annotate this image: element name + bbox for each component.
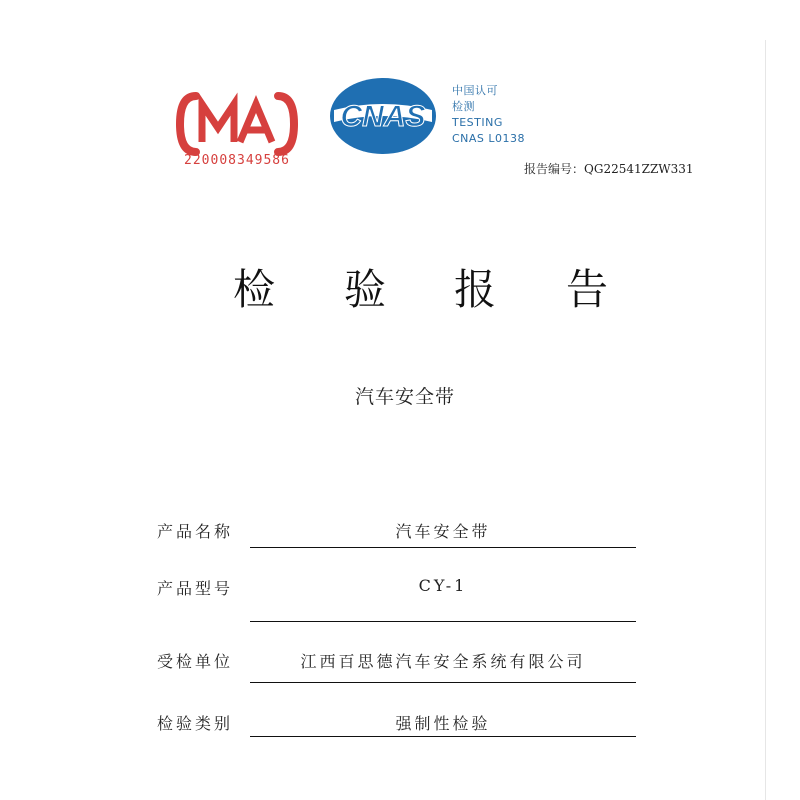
cnas-info-line: 中国认可 — [452, 84, 498, 97]
page-edge — [765, 40, 766, 800]
field-label: 检验类别 — [157, 714, 234, 733]
field-label: 受检单位 — [157, 652, 234, 671]
field-value: 强制性检验 — [395, 714, 491, 733]
cnas-info-line: TESTING — [452, 116, 503, 129]
report-number — [524, 160, 694, 177]
title-char: 告 — [566, 265, 609, 314]
field-value: 江西百思德汽车安全系统有限公司 — [300, 652, 586, 671]
report-number-value: QG22541ZZW331 — [584, 162, 694, 176]
title-char: 验 — [344, 265, 387, 314]
report-number-label: 报告编号： — [524, 162, 585, 176]
field-underline — [250, 621, 636, 622]
cnas-info-block — [452, 83, 525, 147]
cnas-mark-text: CNAS — [340, 100, 426, 133]
title-char: 检 — [233, 265, 276, 314]
title-char: 报 — [454, 265, 497, 314]
field-label: 产品名称 — [157, 522, 234, 541]
field-underline — [250, 682, 636, 683]
field-value: 汽车安全带 — [395, 522, 491, 541]
cnas-info-line: 检测 — [452, 100, 475, 113]
page-title — [0, 262, 800, 322]
field-underline — [250, 547, 636, 548]
field-value: CY-1 — [418, 576, 468, 595]
product-subtitle: 汽车安全带 — [354, 386, 455, 408]
cnas-info-line: CNAS L0138 — [452, 132, 526, 145]
field-underline — [250, 736, 636, 737]
field-label: 产品型号 — [157, 579, 234, 598]
cma-certificate-number: 220008349586 — [184, 153, 290, 168]
cnas-mark-icon — [328, 76, 438, 156]
